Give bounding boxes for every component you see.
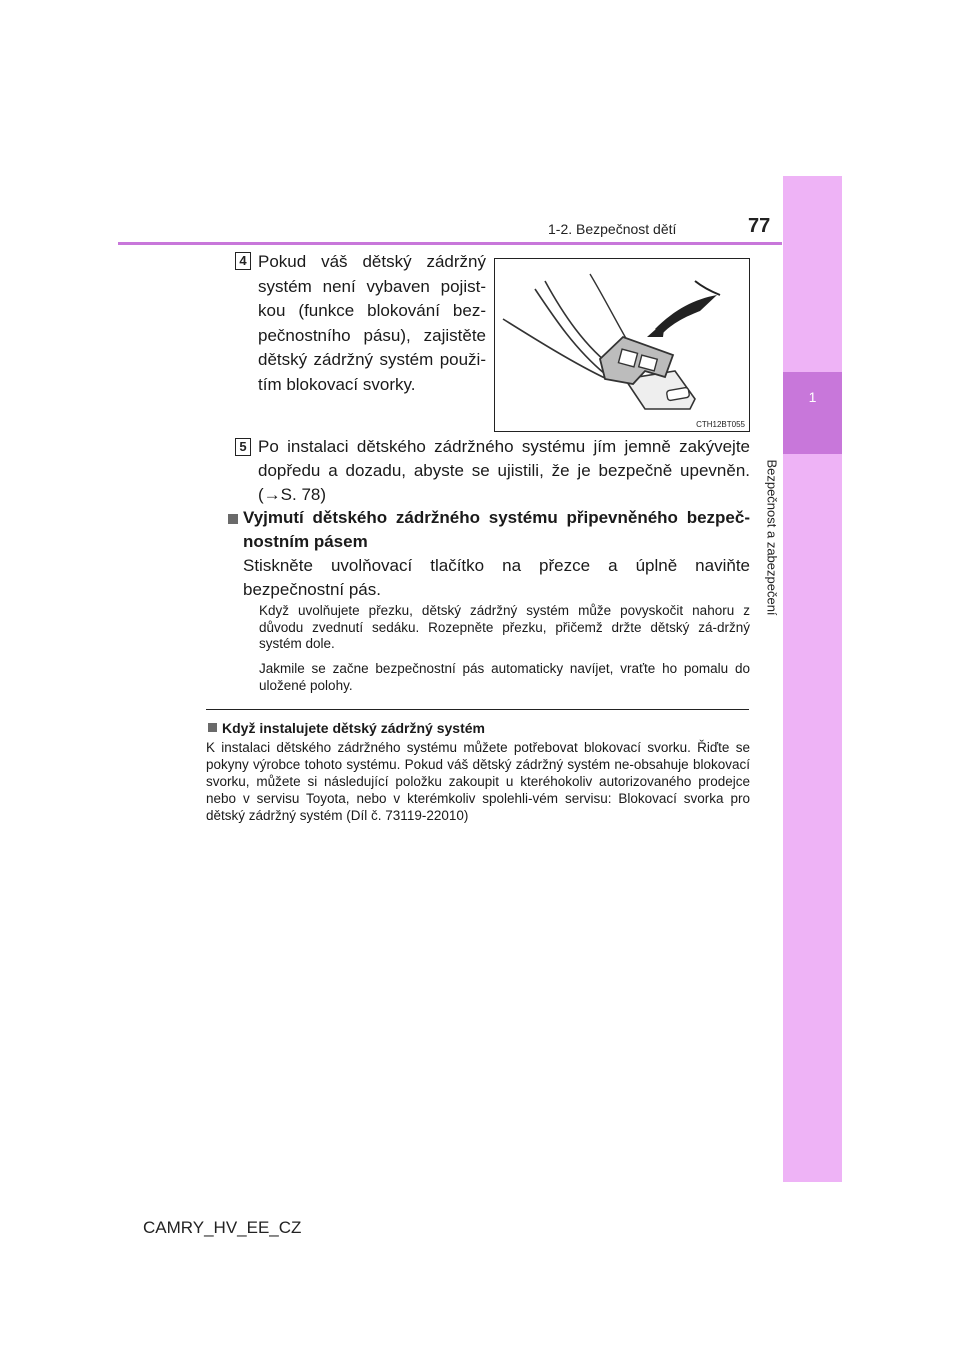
step-5-marker: 5 [235,438,251,456]
chapter-number-tab [783,372,842,454]
step-4-line: systém není vybaven pojist- [258,276,486,296]
removal-heading: Vyjmutí dětského zádržného systému připevněného bezpeč-nostním pásem [243,508,750,551]
seat-belt-locking-clip-icon [495,259,749,431]
step-4-marker: 4 [235,252,251,270]
info-bullet-icon [208,723,217,732]
chapter-side-tab [783,176,842,1182]
chapter-number: 1 [808,389,817,405]
step-5-text: Po instalaci dětského zádržného systému jím jemně zakývejte dopředu a dozadu, abyste se ujistili, že je bezpečně upevněn. (→S. 78) [258,437,750,504]
info-heading: Když instalujete dětský zádržný systém [222,720,485,736]
section-title: 1-2. Bezpečnost dětí [548,221,677,237]
removal-note-2: Jakmile se začne bezpečnostní pás automaticky navíjet, vraťte ho pomalu do uložené polohy. [259,661,750,693]
info-text: K instalaci dětského zádržného systému můžete potřebovat blokovací svorku. Řiďte se pokyny výrobce tohoto systému. Pokud váš dětský zádržný systém ne-obsahuje blokovací svorku, můžete si následující položku zakoupit u kteréhokoliv autorizovaného prodejce nebo v servisu Toyota, nebo v kterémkoliv spolehli-vém servisu: Blokovací svorka pro dětský zádržný systém (Díl č. 73119-22010) [206,740,750,823]
step-4-text [258,250,486,397]
step-4-line: pečnostního pásu), zajistěte [258,325,486,345]
figure-code: CTH12BT055 [696,420,745,429]
step-4-line: dětský zádržný systém použi- [258,350,486,369]
chapter-title: Bezpečnost a zabezpečení [764,459,780,616]
page-number: 77 [748,215,771,237]
seat-belt-clip-figure [494,258,750,432]
model-code: CAMRY_HV_EE_CZ [143,1218,302,1237]
step-4-line: tím blokovací svorky. [258,374,416,394]
step-4-line: Pokud váš dětský zádržný [258,252,486,271]
header-rule [118,242,782,245]
removal-text: Stiskněte uvolňovací tlačítko na přezce a úplně naviňte bezpečnostní pás. [243,556,750,599]
section-bullet-icon [228,514,238,524]
removal-note-1: Když uvolňujete přezku, dětský zádržný systém může povyskočit nahoru z důvodu zvednutí sedáku. Rozepněte přezku, přičemž držte dětský zá-držný systém dole. [259,603,750,651]
step-4-line: kou (funkce blokování bez- [258,301,486,320]
section-divider [206,709,749,710]
